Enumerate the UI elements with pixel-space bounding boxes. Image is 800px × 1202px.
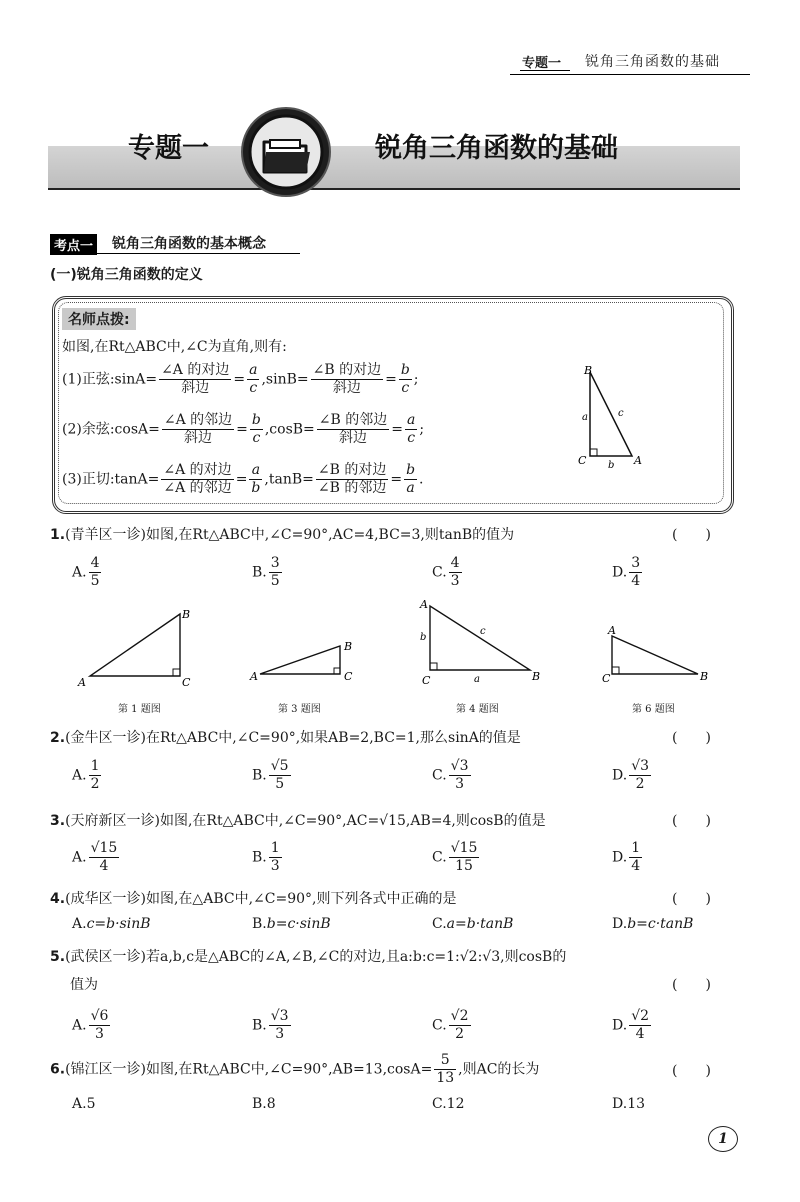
q6-option-c: C.12: [432, 1096, 465, 1112]
answer-paren-1: ( ): [672, 527, 711, 543]
svg-text:B: B: [700, 670, 709, 683]
svg-text:C: C: [422, 674, 431, 687]
banner-right-title: 锐角三角函数的基础: [375, 133, 618, 164]
q1-option-d: D. $\frac{3}{4}$: [612, 555, 641, 589]
q5-option-b: B. $\frac{√3}{3}$: [252, 1008, 289, 1042]
cosine-formula: (2)余弦:cosA= $\frac{\text{∠A 的邻边}}{\text{斜边}}$ = $\frac{b}{c}$ ,cosB= $\frac{\text{∠B 的邻边}}{\text{斜边}}$ = $\frac{a}{c}$ ;: [62, 412, 425, 446]
svg-text:b: b: [420, 632, 427, 643]
tangent-formula: (3)正切:tanA= $\frac{\text{∠A 的对边}}{\text{∠A 的邻边}}$ = $\frac{a}{b}$ ,tanB= $\frac{\text{∠B 的对边}}{\text{∠B 的邻边}}$ = $\frac{b}{a}$ .: [62, 462, 424, 496]
question-5: 5.(武侯区一诊)若a,b,c是△ABC的∠A,∠B,∠C的对边,且a:b:c=1:√2:√3,则cosB的: [50, 949, 567, 965]
section-title: (一)锐角三角函数的定义: [50, 267, 203, 283]
tanB-fraction: $\frac{\text{∠B 的对边}}{\text{∠B 的邻边}}$: [317, 462, 387, 496]
tan-prefix: (3)正切:tanA=: [62, 471, 160, 488]
question-5-line2: 值为: [70, 977, 98, 993]
caption-q3: 第 3 题图: [278, 704, 321, 715]
svg-text:B: B: [182, 608, 191, 621]
sine-prefix: (1)正弦:sinA=: [62, 371, 158, 388]
svg-text:B: B: [532, 670, 541, 683]
sinB-mid: ,sinB=: [261, 371, 309, 388]
svg-text:C: C: [344, 670, 353, 683]
question-3: 3.(天府新区一诊)如图,在Rt△ABC中,∠C=90°,AC=√15,AB=4,则cosB的值是: [50, 813, 546, 829]
tip-tri-c: c: [618, 408, 624, 419]
q6-option-a: A.5: [72, 1096, 96, 1112]
kaodian-tag: 考点一: [50, 234, 97, 255]
svg-text:c: c: [480, 626, 486, 637]
q6-option-d: D.13: [612, 1096, 646, 1112]
figure-q3: [246, 630, 366, 692]
svg-text:A: A: [78, 676, 86, 689]
question-2: 2.(金牛区一诊)在Rt△ABC中,∠C=90°,如果AB=2,BC=1,那么sinA的值是: [50, 730, 521, 746]
q4-option-c: C.a=b·tanB: [432, 916, 514, 932]
q5-option-a: A. $\frac{√6}{3}$: [72, 1008, 109, 1042]
q3-option-a: A. $\frac{√15}{4}$: [72, 840, 118, 874]
answer-paren-4: ( ): [672, 891, 711, 907]
header-tag-underline: [520, 70, 570, 71]
answer-paren-2: ( ): [672, 730, 711, 746]
cos-prefix: (2)余弦:cosA=: [62, 421, 160, 438]
caption-q6: 第 6 题图: [632, 704, 675, 715]
question-6: 6.(锦江区一诊)如图,在Rt△ABC中,∠C=90°,AB=13,cosA= $\frac{5}{13}$ ,则AC的长为: [50, 1052, 540, 1086]
page-number: 1: [708, 1126, 738, 1152]
q1-option-b: B. $\frac{3}{5}$: [252, 555, 280, 589]
header-tag: 专题一: [522, 56, 562, 71]
tip-tri-B: B: [584, 364, 593, 377]
q2-option-b: B. $\frac{√5}{5}$: [252, 758, 289, 792]
question-1: 1.(青羊区一诊)如图,在Rt△ABC中,∠C=90°,AC=4,BC=3,则tanB的值为: [50, 527, 515, 543]
svg-text:A: A: [250, 670, 258, 683]
cosA-fraction: $\frac{\text{∠A 的邻边}}{\text{斜边}}$: [163, 412, 233, 446]
sinB-fraction: $\frac{\text{∠B 的对边}}{\text{斜边}}$: [312, 362, 382, 396]
svg-text:B: B: [344, 640, 353, 653]
caption-q4: 第 4 题图: [456, 704, 499, 715]
svg-text:C: C: [182, 676, 191, 689]
q4-option-a: A.c=b·sinB: [72, 916, 151, 932]
banner-left-title: 专题一: [128, 133, 209, 164]
q3-option-c: C. $\frac{√15}{15}$: [432, 840, 478, 874]
sinB-value: $\frac{b}{c}$: [400, 362, 410, 396]
answer-paren-3: ( ): [672, 813, 711, 829]
q3-option-d: D. $\frac{1}{4}$: [612, 840, 641, 874]
kaodian-title: 锐角三角函数的基本概念: [112, 236, 266, 252]
svg-text:A: A: [420, 598, 428, 611]
figure-q4: [412, 596, 552, 692]
q3-option-b: B. $\frac{1}{3}$: [252, 840, 280, 874]
kaodian-underline: [50, 253, 300, 254]
sinA-value: $\frac{a}{c}$: [249, 362, 258, 396]
tip-tri-a: a: [582, 412, 588, 423]
question-4: 4.(成华区一诊)如图,在△ABC中,∠C=90°,则下列各式中正确的是: [50, 891, 457, 907]
folder-icon: [238, 104, 334, 200]
tip-tri-C: C: [578, 454, 587, 467]
q1-option-c: C. $\frac{4}{3}$: [432, 555, 460, 589]
cosB-mid: ,cosB=: [264, 421, 315, 438]
tanB-value: $\frac{b}{a}$: [406, 462, 416, 496]
svg-text:a: a: [474, 674, 480, 685]
cosB-value: $\frac{a}{c}$: [406, 412, 416, 446]
tip-tri-A: A: [634, 454, 642, 467]
q5-option-d: D. $\frac{√2}{4}$: [612, 1008, 650, 1042]
caption-q1: 第 1 题图: [118, 704, 161, 715]
tip-tri-b: b: [608, 460, 615, 471]
tip-triangle-figure: [570, 360, 650, 472]
figure-q1: [76, 606, 206, 694]
svg-text:A: A: [608, 624, 616, 637]
q5-option-c: C. $\frac{√2}{2}$: [432, 1008, 469, 1042]
svg-text:C: C: [602, 672, 611, 685]
tanA-value: $\frac{a}{b}$: [251, 462, 261, 496]
tanA-fraction: $\frac{\text{∠A 的对边}}{\text{∠A 的邻边}}$: [163, 462, 232, 496]
sinA-fraction: $\frac{\text{∠A 的对边}}{\text{斜边}}$: [161, 362, 230, 396]
answer-paren-5: ( ): [672, 977, 711, 993]
q2-option-d: D. $\frac{√3}{2}$: [612, 758, 650, 792]
tip-label: 名师点拨:: [62, 308, 136, 330]
sine-formula: (1)正弦:sinA= $\frac{\text{∠A 的对边}}{\text{斜边}}$ = $\frac{a}{c}$ ,sinB= $\frac{\text{∠B 的对边}}{\text{斜边}}$ = $\frac{b}{c}$ ;: [62, 362, 419, 396]
tanB-mid: ,tanB=: [264, 471, 314, 488]
cosA-value: $\frac{b}{c}$: [251, 412, 261, 446]
q2-option-c: C. $\frac{√3}{3}$: [432, 758, 469, 792]
header-rule: [510, 74, 750, 75]
q6-option-b: B.8: [252, 1096, 276, 1112]
q4-option-b: B.b=c·sinB: [252, 916, 331, 932]
q1-option-a: A. $\frac{4}{5}$: [72, 555, 100, 589]
tip-intro: 如图,在Rt△ABC中,∠C为直角,则有:: [62, 339, 287, 355]
figure-q6: [600, 622, 720, 686]
q2-option-a: A. $\frac{1}{2}$: [72, 758, 100, 792]
q4-option-d: D.b=c·tanB: [612, 916, 694, 932]
cosB-fraction: $\frac{\text{∠B 的邻边}}{\text{斜边}}$: [318, 412, 388, 446]
answer-paren-6: ( ): [672, 1063, 711, 1079]
header-title: 锐角三角函数的基础: [585, 54, 720, 70]
